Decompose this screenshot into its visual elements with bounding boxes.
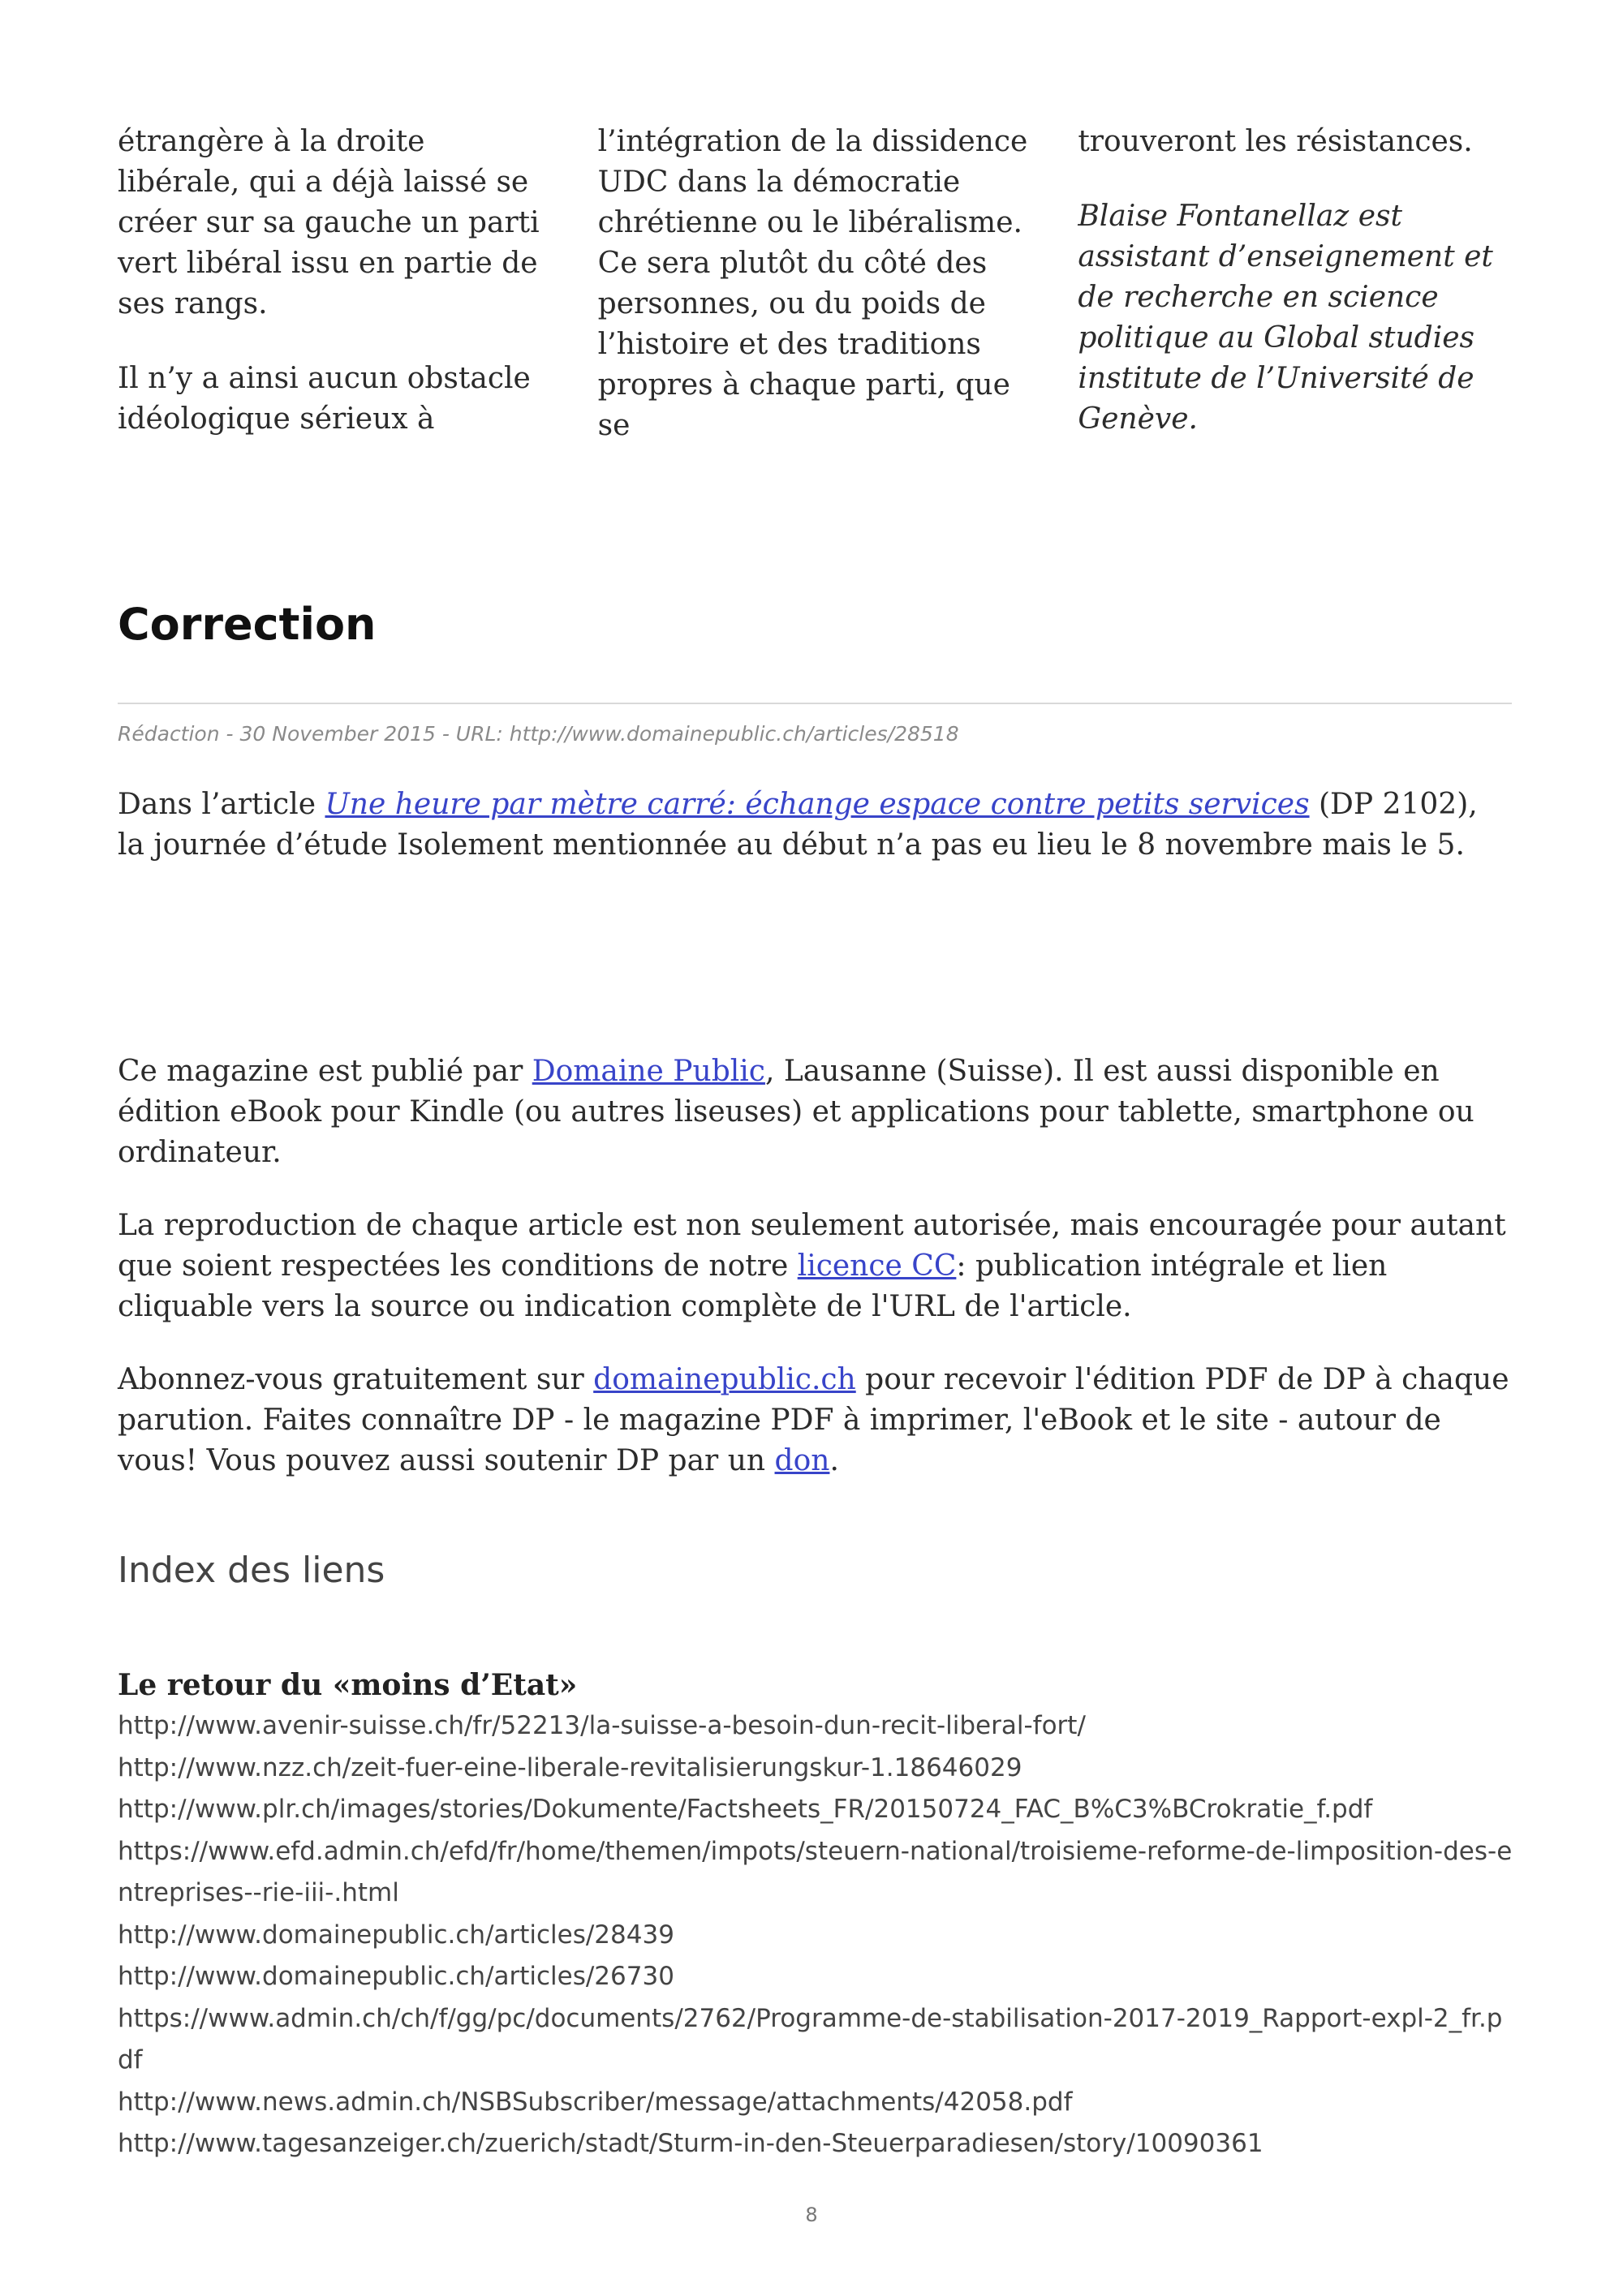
paragraph: étrangère à la droite libérale, qui a déjà laissé se créer sur sa gauche un parti vert libéral issu en partie de ses rangs. — [118, 125, 540, 320]
index-url[interactable]: http://www.news.admin.ch/NSBSubscriber/message/attachments/42058.pdf — [118, 2087, 1073, 2117]
index-url[interactable]: http://www.plr.ch/images/stories/Dokumente/Factsheets_FR/20150724_FAC_B%C3%BCrokratie_f.pdf — [118, 1795, 1373, 1824]
text-span: . — [829, 1444, 839, 1477]
index-url[interactable]: http://www.domainepublic.ch/articles/26730 — [118, 1962, 674, 1991]
domaine-public-link[interactable]: Domaine Public — [532, 1055, 765, 1088]
divider — [118, 703, 1512, 704]
text-span: (DP 2102), la journée d’étude Isolement mentionnée au début n’a pas eu lieu le 8 novembre mais le 5. — [118, 788, 1478, 862]
donation-link[interactable]: don — [774, 1444, 830, 1477]
text-span: , Lausanne (Suisse). Il est aussi disponible en édition eBook pour Kindle (ou autres liseuses) et applications pour tablette, smartphone ou ordinateur. — [118, 1055, 1474, 1169]
text-span: La reproduction de chaque article est non seulement autorisée, mais encouragée pour autant que soient respectées les conditions de notre — [118, 1209, 1506, 1283]
author-bio: Blaise Fontanellaz est assistant d’enseignement et de recherche en science politique au Global studies institute de l’Université de Genève. — [1078, 200, 1493, 436]
text-span: Abonnez-vous gratuitement sur — [118, 1363, 594, 1396]
paragraph — [118, 1360, 1513, 1481]
index-url[interactable]: http://www.domainepublic.ch/articles/28439 — [118, 1920, 674, 1950]
paragraph: Il n’y a ainsi aucun obstacle idéologique sérieux à — [118, 362, 531, 436]
page-number: 8 — [805, 2204, 818, 2226]
index-url[interactable]: http://www.nzz.ch/zeit-fuer-eine-liberale-revitalisierungskur-1.18646029 — [118, 1752, 1022, 1782]
article-continuation — [118, 122, 1513, 480]
paragraph: l’intégration de la dissidence UDC dans la démocratie chrétienne ou le libéralisme. Ce sera plutôt du côté des personnes, ou du poids de l’histoire et des traditions propres à chaque parti, que se — [597, 125, 1028, 442]
site-link[interactable]: domainepublic.ch — [593, 1363, 856, 1396]
text-span: Ce magazine est publié par — [118, 1055, 532, 1088]
column-3 — [1078, 122, 1513, 480]
paragraph: trouveront les résistances. — [1078, 125, 1473, 158]
index-url[interactable]: http://www.tagesanzeiger.ch/zuerich/stadt/Sturm-in-den-Steuerparadiesen/story/10090361 — [118, 2129, 1264, 2158]
index-heading: Le retour du «moins d’Etat» — [118, 1668, 578, 1702]
index-title: Index des liens — [118, 1550, 385, 1591]
paragraph — [118, 1206, 1513, 1327]
index-url[interactable]: https://www.admin.ch/ch/f/gg/pc/documents/2762/Programme-de-stabilisation-2017-2019_Rapport-expl-2_fr.pdf — [118, 2003, 1503, 2075]
section-title: Correction — [118, 599, 377, 650]
column-2 — [598, 122, 1034, 480]
article-meta: Rédaction - 30 November 2015 - URL: http://www.domainepublic.ch/articles/28518 — [118, 722, 959, 746]
column-1 — [118, 122, 553, 480]
magazine-footer — [118, 1051, 1513, 1514]
paragraph — [118, 1051, 1513, 1173]
correction-body — [118, 785, 1513, 898]
paragraph — [118, 785, 1513, 866]
link-index — [118, 1665, 1513, 2165]
licence-link[interactable]: licence CC — [797, 1249, 957, 1283]
text-span: pour recevoir l'édition PDF de DP à chaque parution. Faites connaître DP - le magazine PDF à imprimer, l'eBook et le site - autour de vous! Vous pouvez aussi soutenir DP par un — [118, 1363, 1509, 1477]
index-url[interactable]: http://www.avenir-suisse.ch/fr/52213/la-suisse-a-besoin-dun-recit-liberal-fort/ — [118, 1711, 1086, 1740]
article-link[interactable]: Une heure par mètre carré: échange espace contre petits services — [325, 788, 1310, 821]
text-span: : publication intégrale et lien cliquable vers la source ou indication complète de l'URL de l'article. — [118, 1249, 1388, 1323]
index-url[interactable]: https://www.efd.admin.ch/efd/fr/home/themen/impots/steuern-national/troisieme-reforme-de-limposition-des-entreprises--rie-iii-.html — [118, 1836, 1513, 1907]
text-span: Dans l’article — [118, 788, 325, 821]
